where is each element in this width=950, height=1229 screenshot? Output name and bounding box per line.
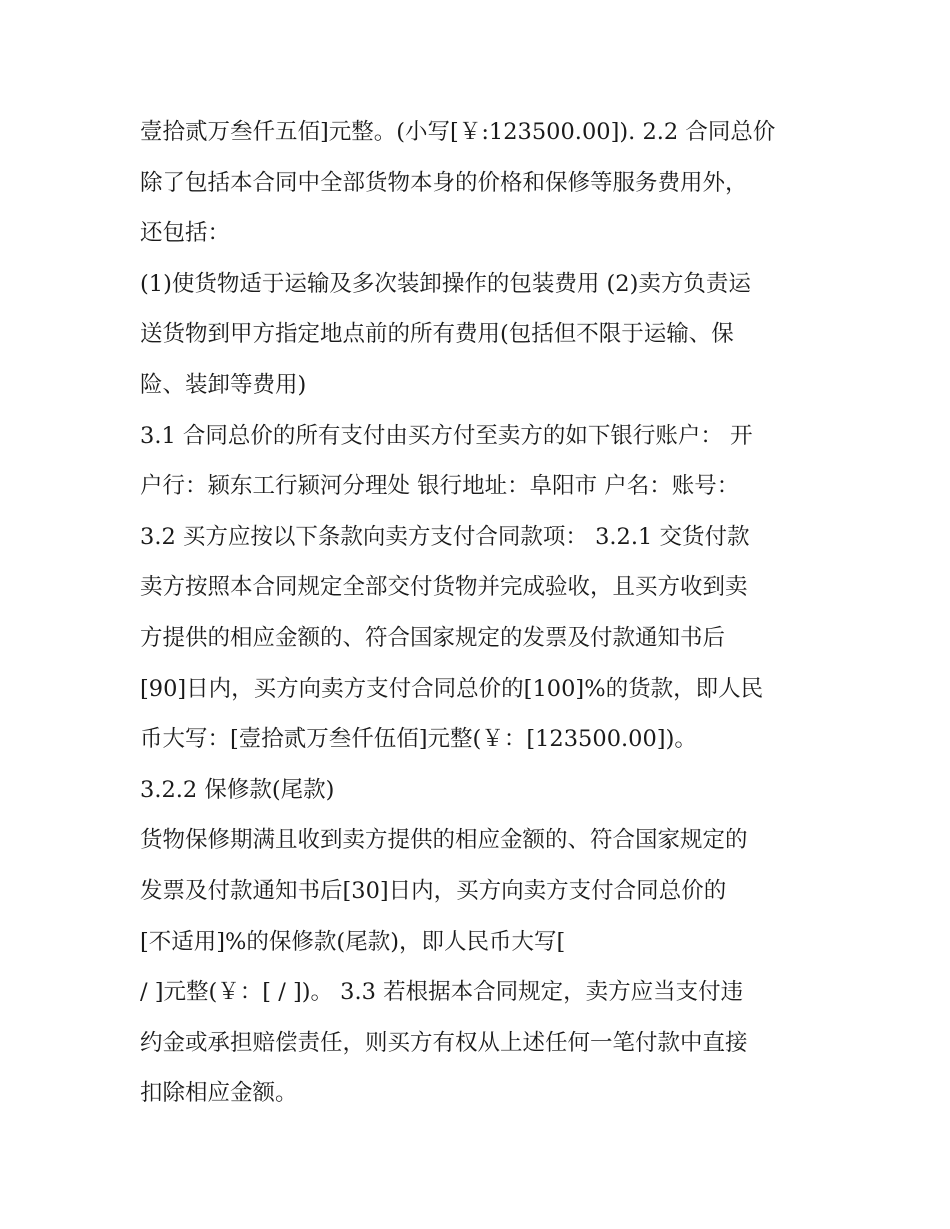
text-line: 壹拾贰万叁仟五佰]元整。(小写[￥:123500.00]). 2.2 合同总价 [140, 119, 776, 145]
text-line: 3.2 买方应按以下条款向卖方支付合同款项： 3.2.1 交货付款 [140, 523, 750, 550]
text-line: 货物保修期满且收到卖方提供的相应金额的、符合国家规定的 [140, 827, 748, 854]
text-line: [不适用]%的保修款(尾款)，即人民币大写[ [140, 928, 566, 955]
text-line: 扣除相应金额。 [140, 1080, 298, 1107]
text-line: 约金或承担赔偿责任，则买方有权从上述任何一笔付款中直接 [140, 1029, 748, 1056]
text-line: 发票及付款通知书后[30]日内，买方向卖方支付合同总价的 [140, 877, 727, 904]
text-line: 方提供的相应金额的、符合国家规定的发票及付款通知书后 [140, 624, 726, 651]
text-line: 险、装卸等费用) [140, 371, 307, 398]
text-line: 送货物到甲方指定地点前的所有费用(包括但不限于运输、保 [140, 321, 734, 348]
contract-text [140, 107, 820, 1119]
text-line: 户行：颍东工行颍河分理处 银行地址：阜阳市 户名：账号： [140, 473, 740, 500]
text-line: 卖方按照本合同规定全部交付货物并完成验收，且买方收到卖 [140, 574, 748, 601]
text-line: (1)使货物适于运输及多次装卸操作的包装费用 (2)卖方负责运 [140, 270, 751, 297]
text-line: [90]日内，买方向卖方支付合同总价的[100]%的货款，即人民 [140, 675, 764, 702]
text-line: 3.1 合同总价的所有支付由买方付至卖方的如下银行账户： 开 [140, 422, 753, 449]
text-line: 币大写：[壹拾贰万叁仟伍佰]元整(￥：[123500.00])。 [140, 726, 697, 753]
text-line: / ]元整(￥：[ / ])。 3.3 若根据本合同规定，卖方应当支付违 [140, 979, 744, 1006]
text-line: 还包括： [140, 220, 231, 247]
text-line: 除了包括本合同中全部货物本身的价格和保修等服务费用外， [140, 169, 748, 196]
text-line: 3.2.2 保修款(尾款) [140, 776, 335, 803]
